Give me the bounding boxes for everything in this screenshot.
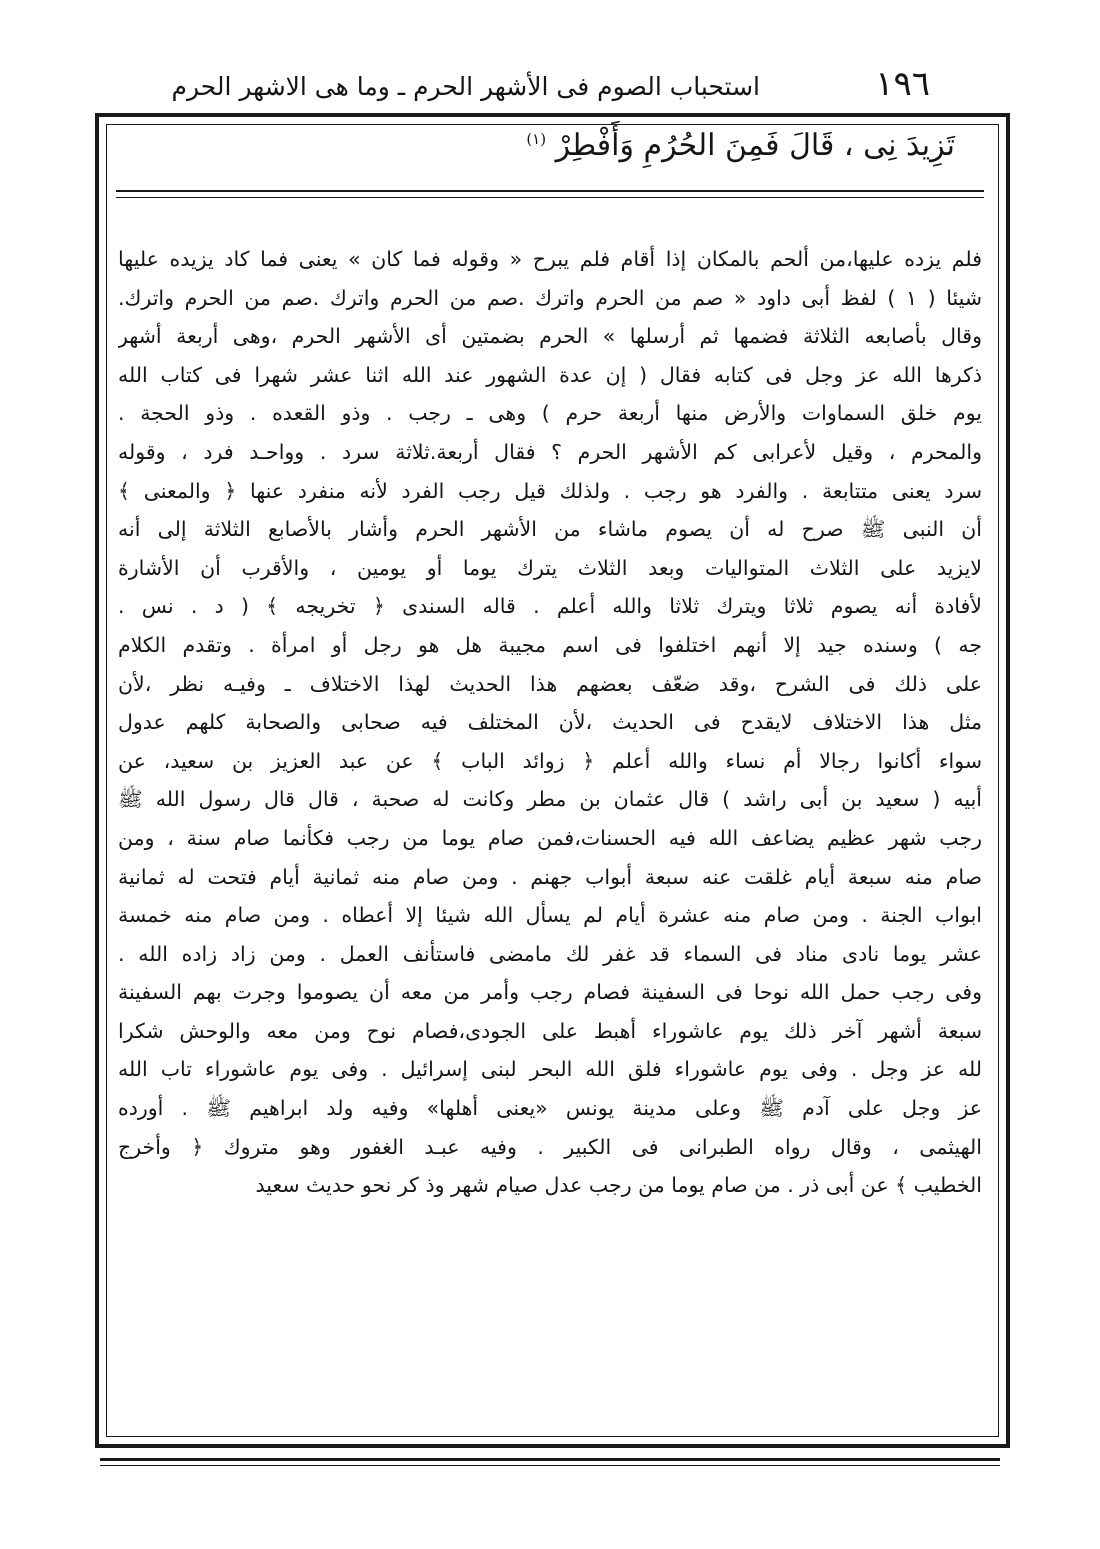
commentary-line: صام منه سبعة أيام غلقت عنه سبعة أبواب جهنم . ومن صام منه ثمانية أيام فتحت له ثمانية — [118, 864, 982, 889]
commentary-line: جه ) وسنده جيد إلا أنهم اختلفوا فى اسم مجيبة هل هو رجل أو امرأة . وتقدم الكلام — [118, 632, 982, 657]
commentary-line: وفى رجب حمل الله نوحا فى السفينة فصام رجب وأمر من معه أن يصوموا وجرت بهم السفينة — [118, 980, 982, 1005]
commentary-line: الخطيب ﴾ عن أبى ذر . من صام يوما من رجب عدل صيام شهر وذ كر نحو حديث سعيد — [255, 1173, 982, 1198]
commentary-line: عز وجل على آدم ﷺ وعلى مدينة يونس «يعنى أهلها» وفيه ولد ابراهيم ﷺ . أورده — [118, 1096, 982, 1121]
commentary-line: سواء أكانوا رجالا أم نساء والله أعلم ﴿ زوائد الباب ﴾ عن عبد العزيز بن سعيد، عن — [118, 748, 982, 773]
hadith-text — [155, 128, 955, 163]
commentary-line: شيئا ( ١ ) لفظ أبى داود « صم من الحرم واترك .صم من الحرم واترك .صم من الحرم واترك. — [118, 285, 982, 310]
commentary-line: عشر يوما نادى مناد فى السماء قد غفر لك مامضى فاستأنف العمل . ومن زاد زاده الله . — [118, 941, 982, 966]
commentary-line: وقال بأصابعه الثلاثة فضمها ثم أرسلها » الحرم بضمتين أى الأشهر الحرم ،وهى أربعة أشهر — [118, 324, 982, 349]
commentary-line: مثل هذا الاختلاف لايقدح فى الحديث ،لأن المختلف فيه صحابى والصحابة كلهم عدول — [118, 710, 982, 735]
page-bottom-rule-thin — [100, 1465, 1000, 1466]
commentary-line: سرد يعنى متتابعة . والفرد هو رجب . ولذلك قيل رجب الفرد لأنه منفرد عنها ﴿ والمعنى ﴾ — [118, 478, 982, 503]
commentary-line: رجب شهر عظيم يضاعف الله فيه الحسنات،فمن صام يوما من رجب فكأنما صام سنة ، ومن — [118, 825, 982, 850]
commentary-line: لايزيد على الثلاث المتواليات وبعد الثلاث يترك يوما أو يومين ، والأقرب أن الأشارة — [118, 555, 982, 580]
commentary-line: ابواب الجنة . ومن صام منه عشرة أيام لم يسأل الله شيئا إلا أعطاه . ومن صام منه خمسة — [118, 903, 982, 928]
section-divider — [116, 190, 984, 192]
commentary-line: فلم يزده عليها،من ألحم بالمكان إذا أقام فلم يبرح « وقوله فما كان » يعنى فما كاد يزيده عليها — [118, 247, 982, 271]
commentary-line: والمحرم ، وقيل لأعرابى كم الأشهر الحرم ؟ فقال أربعة.ثلاثة سرد . وواحـد فرد ، وقوله — [118, 439, 982, 464]
commentary-line: على ذلك فى الشرح ،وقد ضعّف بعضهم هذا الحديث لهذا الاختلاف ـ وفيـه نظر ،لأن — [118, 671, 982, 696]
page-header — [171, 62, 930, 110]
page-number: ١٩٦ — [875, 64, 930, 104]
commentary-line: أن النبى ﷺ صرح له أن يصوم ماشاء من الأشهر الحرم وأشار بالأصابع الثلاثة إلى أنه — [118, 517, 982, 542]
commentary-line: ذكرها الله عز وجل فى كتابه فقال ( إن عدة الشهور عند الله اثنا عشر شهرا فى كتاب الله — [118, 362, 982, 387]
commentary-line: أبيه ( سعيد بن أبى راشد ) قال عثمان بن مطر وكانت له صحبة ، قال قال رسول الله ﷺ — [118, 787, 982, 812]
hadith-line: تَزِيدَ نِى ، قَالَ فَمِنَ الحُرُمِ وَأَفْطِرْ — [555, 128, 955, 163]
page-bottom-rule — [100, 1458, 1000, 1461]
commentary-line: لأفادة أنه يصوم ثلاثا ويترك ثلاثا والله أعلم . قاله السندى ﴿ تخريجه ﴾ ( د . نس . — [118, 594, 982, 619]
running-title: استحباب الصوم فى الأشهر الحرم ـ وما هى الاشهر الحرم — [171, 72, 760, 101]
commentary-block — [118, 240, 982, 1205]
footnote-marker: (١) — [526, 130, 547, 148]
commentary-line: الهيثمى ، وقال رواه الطبرانى فى الكبير . وفيه عبـد الغفور وهو متروك ﴿ وأخرج — [118, 1134, 982, 1159]
commentary-line: يوم خلق السماوات والأرض منها أربعة حرم ) وهى ـ رجب . وذو القعده . وذو الحجة . — [118, 401, 982, 426]
commentary-line: سبعة أشهر آخر ذلك يوم عاشوراء أهبط على الجودى،فصام نوح ومن معه والوحش شكرا — [118, 1018, 982, 1043]
commentary-line: لله عز وجل . وفى يوم عاشوراء فلق الله البحر لبنى إسرائيل . وفى يوم عاشوراء تاب الله — [118, 1057, 982, 1082]
section-divider-thin — [116, 197, 984, 198]
